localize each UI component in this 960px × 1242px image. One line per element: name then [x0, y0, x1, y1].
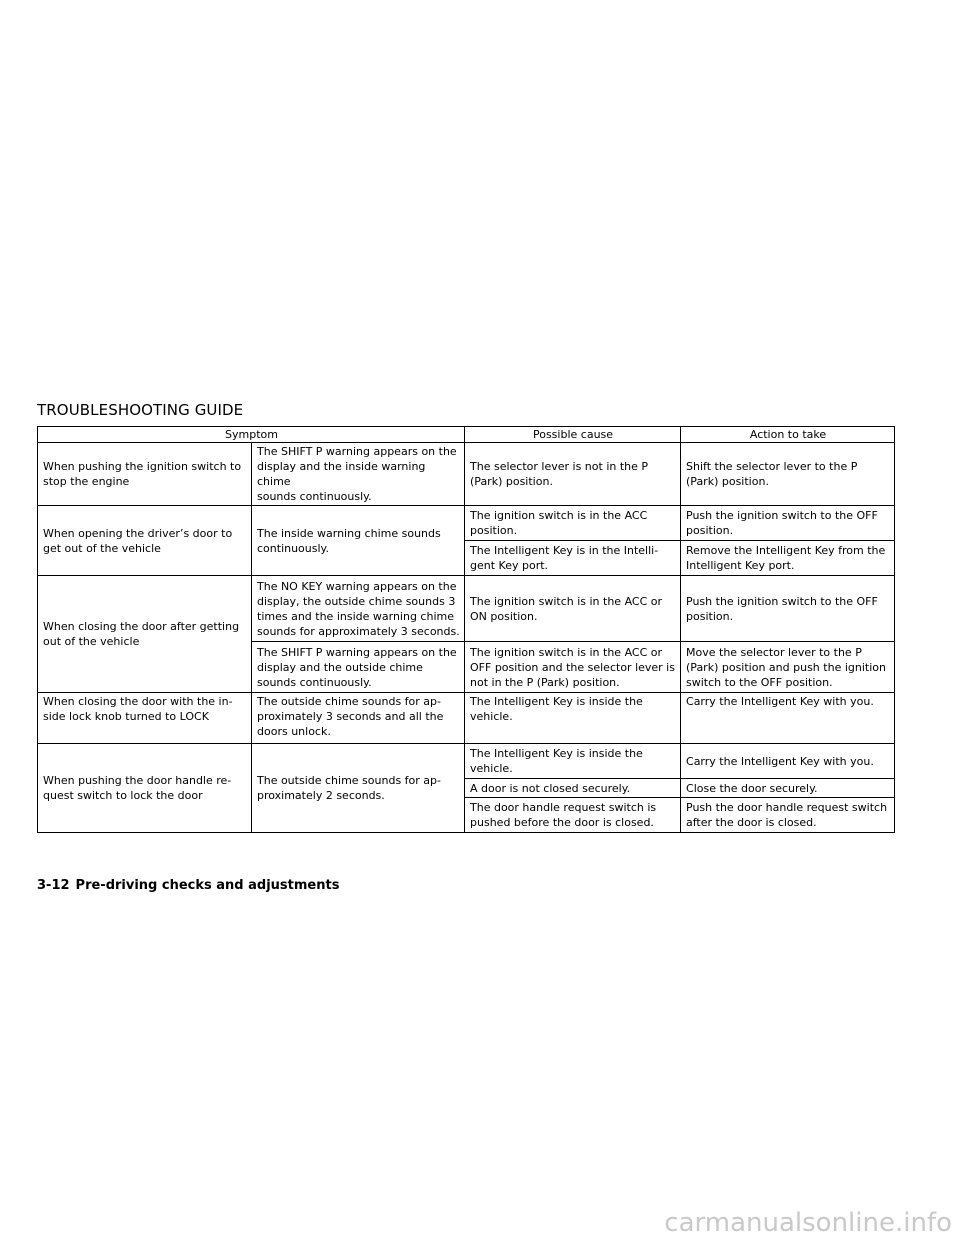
symptom-detail-cell: The outside chime sounds for ap- proximately 3 seconds and all the doors unlock. — [252, 693, 465, 744]
action-cell: Push the door handle request switch after the door is closed. — [681, 798, 895, 833]
possible-cause-cell: The door handle request switch is pushed before the door is closed. — [465, 798, 681, 833]
symptom-cell: When closing the door after getting out of the vehicle — [38, 576, 252, 693]
header-symptom: Symptom — [38, 427, 465, 443]
symptom-cell: When pushing the door handle re- quest switch to lock the door — [38, 744, 252, 833]
table-row — [38, 506, 895, 541]
action-cell: Shift the selector lever to the P (Park) position. — [681, 443, 895, 506]
table-header-row — [38, 427, 895, 443]
table-row — [38, 576, 895, 642]
symptom-detail-cell: The outside chime sounds for ap- proximately 2 seconds. — [252, 744, 465, 833]
action-cell: Push the ignition switch to the OFF position. — [681, 576, 895, 642]
symptom-detail-cell: The SHIFT P warning appears on the display and the inside warning chime sounds continuously. — [252, 443, 465, 506]
symptom-detail-cell: The SHIFT P warning appears on the display and the outside chime sounds continuously. — [252, 642, 465, 693]
symptom-cell: When pushing the ignition switch to stop the engine — [38, 443, 252, 506]
action-cell: Move the selector lever to the P (Park) position and push the ignition switch to the OFF position. — [681, 642, 895, 693]
action-cell: Push the ignition switch to the OFF position. — [681, 506, 895, 541]
footer-section-name: Pre-driving checks and adjustments — [75, 878, 340, 893]
possible-cause-cell: The selector lever is not in the P (Park) position. — [465, 443, 681, 506]
action-cell: Carry the Intelligent Key with you. — [681, 693, 895, 744]
possible-cause-cell: The ignition switch is in the ACC or ON position. — [465, 576, 681, 642]
page-number: 3-12 — [37, 878, 70, 893]
table-row — [38, 744, 895, 779]
table-row — [38, 443, 895, 506]
possible-cause-cell: The Intelligent Key is inside the vehicle. — [465, 693, 681, 744]
header-action: Action to take — [681, 427, 895, 443]
action-cell: Carry the Intelligent Key with you. — [681, 744, 895, 779]
symptom-cell: When opening the driver’s door to get out of the vehicle — [38, 506, 252, 576]
troubleshooting-table — [37, 426, 895, 833]
section-title: TROUBLESHOOTING GUIDE — [37, 401, 244, 419]
possible-cause-cell: The Intelligent Key is in the Intelli- gent Key port. — [465, 541, 681, 576]
action-cell: Remove the Intelligent Key from the Intelligent Key port. — [681, 541, 895, 576]
page-footer — [37, 878, 339, 893]
table-row — [38, 693, 895, 744]
symptom-detail-cell: The NO KEY warning appears on the display, the outside chime sounds 3 times and the inside warning chime sounds for approximately 3 seconds. — [252, 576, 465, 642]
header-possible-cause: Possible cause — [465, 427, 681, 443]
symptom-detail-cell: The inside warning chime sounds continuously. — [252, 506, 465, 576]
possible-cause-cell: The ignition switch is in the ACC position. — [465, 506, 681, 541]
symptom-cell: When closing the door with the in- side lock knob turned to LOCK — [38, 693, 252, 744]
possible-cause-cell: A door is not closed securely. — [465, 779, 681, 798]
watermark: carmanualsonline.info — [664, 1208, 952, 1238]
action-cell: Close the door securely. — [681, 779, 895, 798]
possible-cause-cell: The ignition switch is in the ACC or OFF position and the selector lever is not in the P (Park) position. — [465, 642, 681, 693]
possible-cause-cell: The Intelligent Key is inside the vehicle. — [465, 744, 681, 779]
